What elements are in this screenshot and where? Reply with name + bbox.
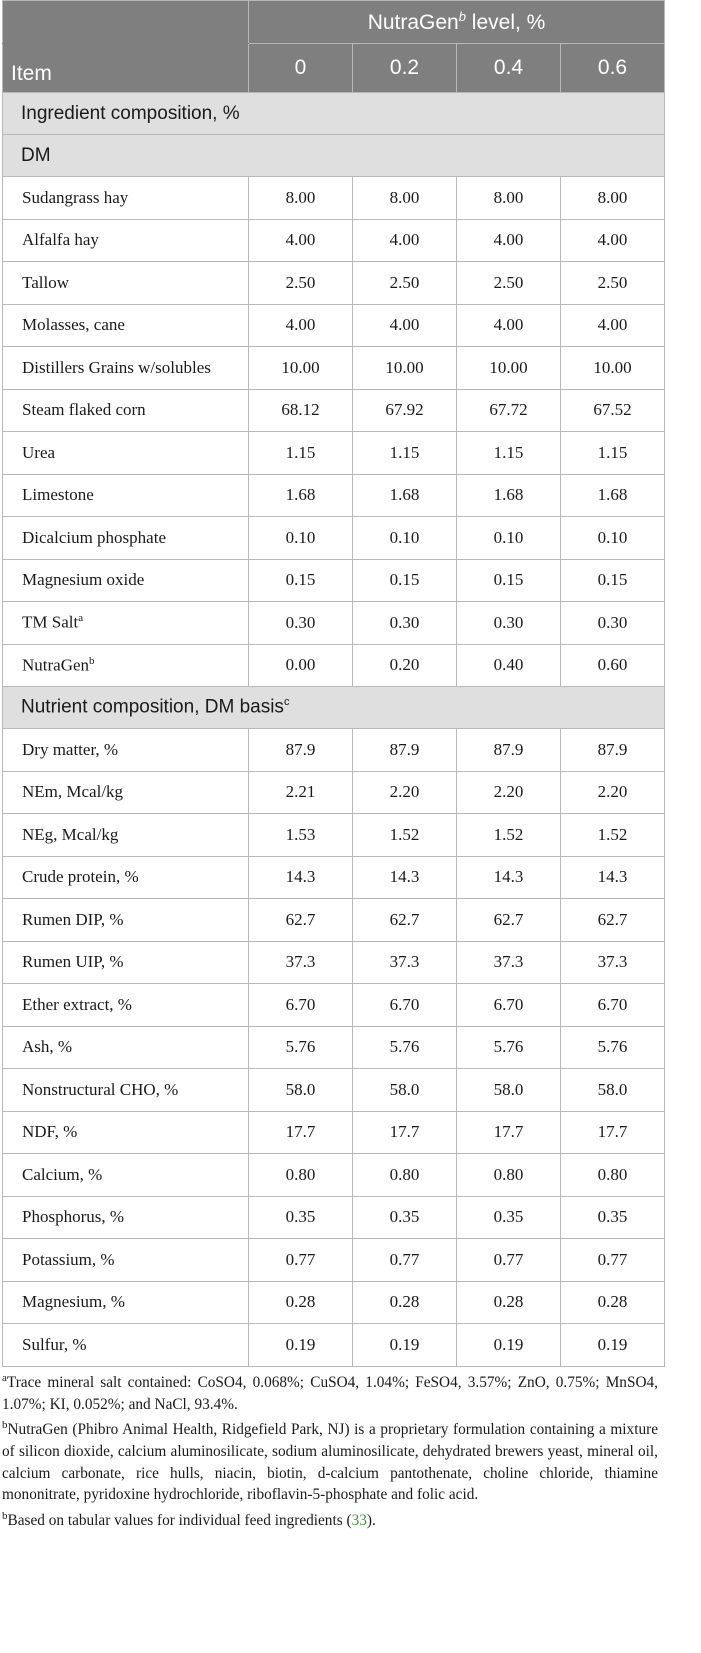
footnote-mark: a xyxy=(2,1372,7,1384)
row-label-text: Ether extract, % xyxy=(22,994,132,1014)
section-title-text: Nutrient composition, DM basis xyxy=(21,696,284,718)
section-title-sup: c xyxy=(283,696,290,709)
table-row xyxy=(3,1324,665,1367)
table-cell: 87.9 xyxy=(561,729,665,772)
footnote-mark: b xyxy=(2,1509,8,1522)
table-cell: 17.7 xyxy=(561,1111,665,1154)
table-cell: 6.70 xyxy=(249,984,353,1027)
row-label xyxy=(3,1324,249,1367)
row-label-text: Alfalfa hay xyxy=(22,230,99,250)
item-header: Item xyxy=(3,44,249,93)
row-label xyxy=(3,304,249,347)
row-label-text: Tallow xyxy=(22,272,69,292)
row-label xyxy=(3,602,249,645)
row-label xyxy=(3,771,249,814)
footnote-c xyxy=(2,1506,658,1532)
table-cell: 0.80 xyxy=(249,1154,353,1197)
table-cell: 58.0 xyxy=(353,1069,457,1112)
section-title-text: Ingredient composition, % xyxy=(21,102,240,124)
table-row xyxy=(3,474,665,517)
table-cell: 0.19 xyxy=(457,1324,561,1367)
group-sup: b xyxy=(458,9,466,24)
table-cell: 2.20 xyxy=(353,771,457,814)
table-cell: 17.7 xyxy=(353,1111,457,1154)
row-label-text: Calcium, % xyxy=(22,1164,103,1184)
table-row xyxy=(3,1111,665,1154)
section-title xyxy=(3,93,665,135)
table-cell: 1.68 xyxy=(457,474,561,517)
row-label-text: Distillers Grains w/solubles xyxy=(22,357,211,377)
table-cell: 0.10 xyxy=(249,517,353,560)
table-cell: 0.40 xyxy=(457,644,561,687)
table-row xyxy=(3,559,665,602)
row-label-text: Ash, % xyxy=(22,1037,73,1057)
table-cell: 62.7 xyxy=(561,899,665,942)
table-row xyxy=(3,219,665,262)
section-title xyxy=(3,135,665,177)
row-label-text: Dry matter, % xyxy=(22,739,119,759)
row-label-sup: b xyxy=(89,654,95,667)
table-cell: 0.28 xyxy=(249,1281,353,1324)
table-container xyxy=(2,0,665,1367)
table-row xyxy=(3,1154,665,1197)
table-row xyxy=(3,1196,665,1239)
table-row xyxy=(3,1069,665,1112)
table-row xyxy=(3,347,665,390)
table-cell: 87.9 xyxy=(353,729,457,772)
row-label-text: NDF, % xyxy=(22,1122,78,1142)
table-cell: 14.3 xyxy=(561,856,665,899)
table-cell: 4.00 xyxy=(353,304,457,347)
group-suffix: level, % xyxy=(465,11,546,34)
table-cell: 6.70 xyxy=(353,984,457,1027)
table-cell: 0.35 xyxy=(561,1196,665,1239)
table-cell: 1.52 xyxy=(353,814,457,857)
table-row xyxy=(3,389,665,432)
table-row xyxy=(3,644,665,687)
footnote-text: NutraGen (Phibro Animal Health, Ridgefield Park, NJ) is a proprietary formulation containing a mixture of silicon dioxide, calcium aluminosilicate, sodium aluminosilicate, dehydrated brewers yeast, mineral oil, calcium carbonate, rice hulls, niacin, biotin, d-calcium pantothenate, choline chloride, thiamine mononitrate, pyridoxine hydrochloride, riboflavin-5-phosphate and folic acid. xyxy=(2,1421,658,1504)
table-row xyxy=(3,1281,665,1324)
table-cell: 0.20 xyxy=(353,644,457,687)
table-cell: 37.3 xyxy=(457,941,561,984)
table-cell: 5.76 xyxy=(561,1026,665,1069)
table-cell: 0.15 xyxy=(457,559,561,602)
table-cell: 1.15 xyxy=(353,432,457,475)
section-title xyxy=(3,687,665,729)
table-cell: 0.28 xyxy=(353,1281,457,1324)
table-cell: 67.72 xyxy=(457,389,561,432)
table-cell: 2.20 xyxy=(457,771,561,814)
row-label-sup: a xyxy=(78,612,84,625)
level-header: 0.4 xyxy=(457,44,561,93)
table-cell: 8.00 xyxy=(561,177,665,220)
table-cell: 0.77 xyxy=(457,1239,561,1282)
table-row xyxy=(3,517,665,560)
table-cell: 4.00 xyxy=(249,304,353,347)
table-cell: 67.52 xyxy=(561,389,665,432)
row-label-text: NEm, Mcal/kg xyxy=(22,782,124,802)
table-cell: 10.00 xyxy=(249,347,353,390)
section-row xyxy=(3,93,665,135)
table-cell: 0.35 xyxy=(353,1196,457,1239)
table-cell: 0.00 xyxy=(249,644,353,687)
row-label-text: Rumen DIP, % xyxy=(22,909,124,929)
row-label xyxy=(3,432,249,475)
table-cell: 14.3 xyxy=(353,856,457,899)
row-label-text: Sulfur, % xyxy=(22,1334,87,1354)
table-cell: 2.50 xyxy=(457,262,561,305)
table-cell: 2.21 xyxy=(249,771,353,814)
table-cell: 5.76 xyxy=(457,1026,561,1069)
table-cell: 8.00 xyxy=(249,177,353,220)
table-cell: 37.3 xyxy=(353,941,457,984)
table-cell: 5.76 xyxy=(249,1026,353,1069)
table-cell: 0.60 xyxy=(561,644,665,687)
footnote-a xyxy=(2,1368,658,1415)
row-label xyxy=(3,644,249,687)
table-cell: 0.77 xyxy=(353,1239,457,1282)
table-row xyxy=(3,771,665,814)
table-cell: 5.76 xyxy=(353,1026,457,1069)
table-cell: 0.80 xyxy=(561,1154,665,1197)
row-label-text: Molasses, cane xyxy=(22,315,125,335)
footnote-b xyxy=(2,1415,658,1505)
level-header: 0 xyxy=(249,44,353,93)
row-label xyxy=(3,1239,249,1282)
reference-link[interactable]: 33 xyxy=(351,1511,367,1529)
group-label: NutraGen xyxy=(367,11,459,34)
table-cell: 4.00 xyxy=(561,219,665,262)
group-header xyxy=(249,1,665,44)
table-cell: 10.00 xyxy=(353,347,457,390)
table-cell: 1.68 xyxy=(249,474,353,517)
table-cell: 37.3 xyxy=(249,941,353,984)
row-label-text: Limestone xyxy=(22,485,94,505)
table-row xyxy=(3,941,665,984)
table-cell: 58.0 xyxy=(249,1069,353,1112)
row-label xyxy=(3,1154,249,1197)
row-label xyxy=(3,559,249,602)
table-cell: 0.19 xyxy=(561,1324,665,1367)
table-row xyxy=(3,856,665,899)
table-row xyxy=(3,984,665,1027)
table-cell: 1.15 xyxy=(249,432,353,475)
section-row xyxy=(3,135,665,177)
table-cell: 4.00 xyxy=(457,304,561,347)
table-cell: 0.80 xyxy=(353,1154,457,1197)
table-cell: 87.9 xyxy=(457,729,561,772)
footnote-mark: b xyxy=(2,1419,8,1432)
row-label-text: Nonstructural CHO, % xyxy=(22,1079,179,1099)
row-label xyxy=(3,1069,249,1112)
row-label-text: Phosphorus, % xyxy=(22,1207,125,1227)
row-label-text: Steam flaked corn xyxy=(22,400,146,420)
section-row xyxy=(3,687,665,729)
row-label-text: Magnesium oxide xyxy=(22,570,145,590)
row-label xyxy=(3,474,249,517)
table-cell: 1.68 xyxy=(353,474,457,517)
table-cell: 0.30 xyxy=(249,602,353,645)
table-cell: 0.30 xyxy=(457,602,561,645)
row-label-text: Crude protein, % xyxy=(22,867,139,887)
table-row xyxy=(3,177,665,220)
table-cell: 8.00 xyxy=(457,177,561,220)
table-cell: 62.7 xyxy=(249,899,353,942)
footnote-text-end: ). xyxy=(366,1511,376,1529)
table-cell: 0.30 xyxy=(561,602,665,645)
table-cell: 0.30 xyxy=(353,602,457,645)
row-label xyxy=(3,347,249,390)
table-cell: 1.52 xyxy=(561,814,665,857)
table-cell: 0.10 xyxy=(561,517,665,560)
row-label xyxy=(3,814,249,857)
row-label xyxy=(3,984,249,1027)
row-label-text: Sudangrass hay xyxy=(22,187,129,207)
table-cell: 37.3 xyxy=(561,941,665,984)
row-label xyxy=(3,219,249,262)
table-cell: 1.15 xyxy=(457,432,561,475)
table-cell: 4.00 xyxy=(249,219,353,262)
header-blank-cell xyxy=(3,1,249,44)
table-cell: 0.80 xyxy=(457,1154,561,1197)
table-cell: 68.12 xyxy=(249,389,353,432)
table-row xyxy=(3,1239,665,1282)
table-row xyxy=(3,304,665,347)
table-cell: 0.35 xyxy=(457,1196,561,1239)
table-cell: 14.3 xyxy=(249,856,353,899)
table-cell: 0.15 xyxy=(249,559,353,602)
row-label-text: Urea xyxy=(22,442,56,462)
table-cell: 87.9 xyxy=(249,729,353,772)
table-cell: 58.0 xyxy=(561,1069,665,1112)
table-cell: 0.35 xyxy=(249,1196,353,1239)
table-cell: 8.00 xyxy=(353,177,457,220)
section-title-text: DM xyxy=(21,144,51,166)
table-row xyxy=(3,602,665,645)
table-cell: 1.52 xyxy=(457,814,561,857)
table-row xyxy=(3,899,665,942)
table-cell: 0.77 xyxy=(249,1239,353,1282)
table-cell: 6.70 xyxy=(561,984,665,1027)
table-cell: 0.19 xyxy=(249,1324,353,1367)
table-cell: 1.68 xyxy=(561,474,665,517)
row-label xyxy=(3,1281,249,1324)
level-header: 0.6 xyxy=(561,44,665,93)
footnote-text: Based on tabular values for individual feed ingredients ( xyxy=(7,1511,352,1529)
table-cell: 4.00 xyxy=(457,219,561,262)
table-cell: 2.50 xyxy=(561,262,665,305)
row-label xyxy=(3,1026,249,1069)
table-cell: 0.10 xyxy=(353,517,457,560)
table-cell: 0.19 xyxy=(353,1324,457,1367)
table-cell: 2.20 xyxy=(561,771,665,814)
table-cell: 0.28 xyxy=(457,1281,561,1324)
level-header: 0.2 xyxy=(353,44,457,93)
row-label-text: NEg, Mcal/kg xyxy=(22,824,119,844)
table-cell: 17.7 xyxy=(457,1111,561,1154)
row-label xyxy=(3,729,249,772)
table-cell: 1.53 xyxy=(249,814,353,857)
footnote-text: Trace mineral salt contained: CoSO4, 0.068%; CuSO4, 1.04%; FeSO4, 3.57%; ZnO, 0.75%; MnSO4, 1.07%; KI, 0.052%; and NaCl, 93.4%. xyxy=(2,1374,658,1413)
table-cell: 0.15 xyxy=(353,559,457,602)
table-cell: 17.7 xyxy=(249,1111,353,1154)
row-label-text: TM Salt xyxy=(22,613,79,633)
row-label-text: NutraGen xyxy=(22,655,90,675)
row-label xyxy=(3,1111,249,1154)
table-cell: 10.00 xyxy=(561,347,665,390)
row-label xyxy=(3,941,249,984)
table-cell: 4.00 xyxy=(561,304,665,347)
row-label-text: Rumen UIP, % xyxy=(22,952,124,972)
table-cell: 67.92 xyxy=(353,389,457,432)
row-label-text: Magnesium, % xyxy=(22,1292,125,1312)
table-cell: 2.50 xyxy=(353,262,457,305)
table-body xyxy=(3,93,665,1367)
row-label xyxy=(3,899,249,942)
table-cell: 0.28 xyxy=(561,1281,665,1324)
table-cell: 1.15 xyxy=(561,432,665,475)
table-cell: 62.7 xyxy=(457,899,561,942)
row-label xyxy=(3,856,249,899)
table-row xyxy=(3,814,665,857)
row-label xyxy=(3,517,249,560)
row-label xyxy=(3,1196,249,1239)
table-row xyxy=(3,729,665,772)
table-cell: 14.3 xyxy=(457,856,561,899)
table-row xyxy=(3,432,665,475)
table-cell: 58.0 xyxy=(457,1069,561,1112)
table-cell: 0.10 xyxy=(457,517,561,560)
row-label-text: Dicalcium phosphate xyxy=(22,527,166,547)
table-row xyxy=(3,262,665,305)
row-label xyxy=(3,389,249,432)
row-label-text: Potassium, % xyxy=(22,1249,115,1269)
diet-composition-table xyxy=(2,0,665,1367)
table-cell: 0.77 xyxy=(561,1239,665,1282)
table-cell: 62.7 xyxy=(353,899,457,942)
table-cell: 4.00 xyxy=(353,219,457,262)
row-label xyxy=(3,177,249,220)
table-cell: 0.15 xyxy=(561,559,665,602)
table-row xyxy=(3,1026,665,1069)
footnotes xyxy=(2,1368,658,1531)
table-cell: 10.00 xyxy=(457,347,561,390)
table-cell: 6.70 xyxy=(457,984,561,1027)
row-label xyxy=(3,262,249,305)
table-cell: 2.50 xyxy=(249,262,353,305)
